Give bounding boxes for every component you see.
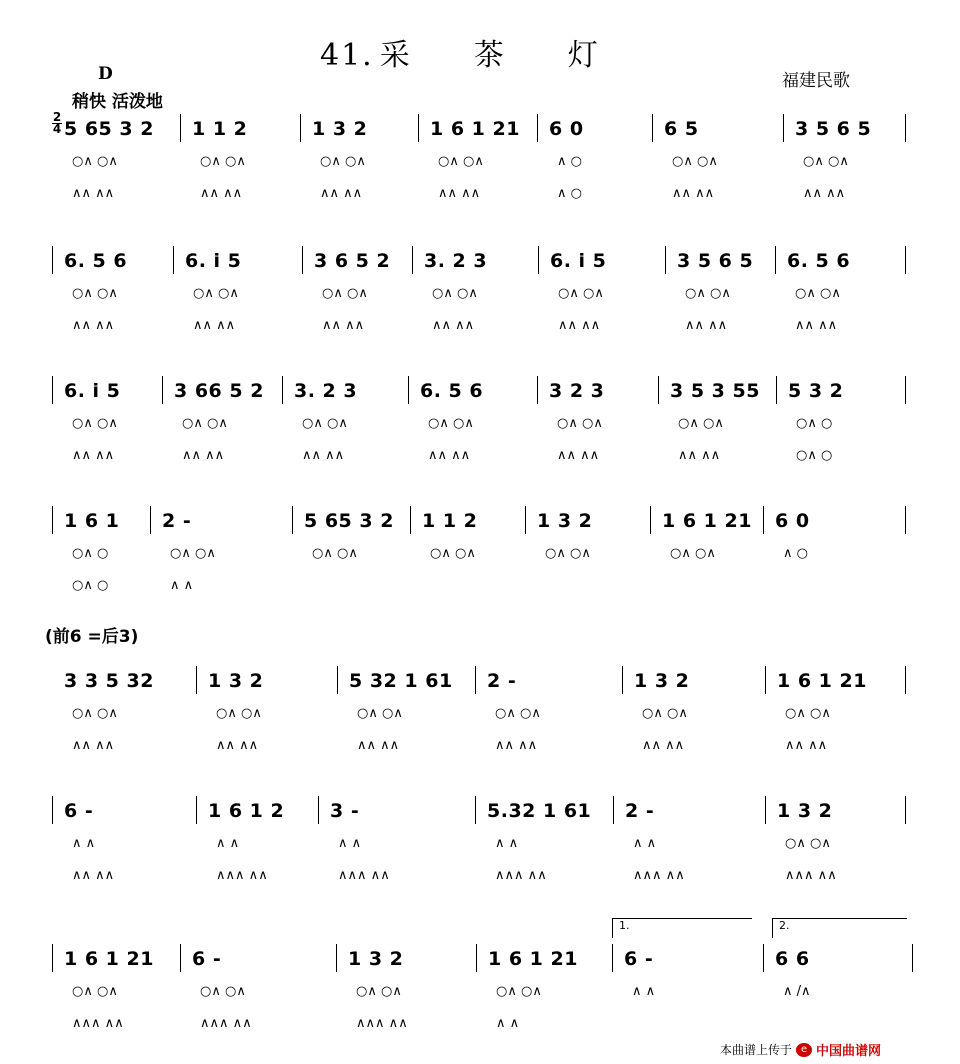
bar-line [622,666,623,694]
bar-line [408,376,409,404]
tuning-change-note: (前6 =后3) [45,627,139,647]
measure-notes: 6 0 [549,118,584,140]
measure-notes: 3 - [330,800,360,822]
measure-notes: 1 6 1 21 [64,948,154,970]
measure-lower-strokes: ∧∧ ∧∧ [320,186,363,201]
measure-notes: 1 6 1 21 [662,510,752,532]
bar-line [763,506,764,534]
bar-line [52,376,53,404]
measure-upper-strokes: ○∧ ○∧ [193,286,239,301]
measure-upper-strokes: ○∧ ○∧ [216,706,262,721]
bar-line [292,506,293,534]
measure-lower-strokes: ∧∧ ∧∧ [803,186,846,201]
measure-upper-strokes: ○∧ ○∧ [182,416,228,431]
bar-line [658,376,659,404]
footer-site: 中国曲谱网 [816,1044,882,1059]
bar-line [613,796,614,824]
measure-upper-strokes: ○∧ ○∧ [312,546,358,561]
measure-notes: 6. i 5 [64,380,121,402]
measure-lower-strokes: ∧∧∧ ∧∧ [338,868,390,883]
measure-lower-strokes: ∧ ○ [557,186,582,201]
measure-notes: 3 5 6 5 [677,250,754,272]
measure-notes: 1 1 2 [422,510,478,532]
bar-line [612,944,613,972]
measure-upper-strokes: ○∧ ○∧ [72,286,118,301]
measure-lower-strokes: ∧∧ ∧∧ [322,318,365,333]
measure-notes: 2 - [625,800,655,822]
measure-upper-strokes: ○∧ ○∧ [432,286,478,301]
measure-lower-strokes: ∧∧ ∧∧ [72,738,115,753]
time-signature-bottom: 4 [52,122,62,136]
measure-upper-strokes: ○∧ ○∧ [495,706,541,721]
measure-upper-strokes: ○∧ ○∧ [320,154,366,169]
bar-line [525,506,526,534]
measure-notes: 1 3 2 [312,118,368,140]
bar-line [763,944,764,972]
bar-line [905,376,906,404]
bar-line [912,944,913,972]
tempo-marking: 稍快 活泼地 [72,92,163,112]
measure-notes: 6 - [64,800,94,822]
measure-upper-strokes: ○∧ ○ [72,546,109,561]
measure-notes: 1 3 2 [348,948,404,970]
measure-lower-strokes: ∧∧ ∧∧ [558,318,601,333]
measure-upper-strokes: ○∧ ○∧ [795,286,841,301]
bar-line [196,796,197,824]
measure-lower-strokes: ○∧ ○ [72,578,109,593]
measure-notes: 5.32 1 61 [487,800,592,822]
measure-upper-strokes: ○∧ ○∧ [438,154,484,169]
bar-line [418,114,419,142]
measure-upper-strokes: ○∧ ○∧ [642,706,688,721]
measure-upper-strokes: ○∧ ○∧ [496,984,542,999]
measure-lower-strokes: ∧∧ ∧∧ [72,448,115,463]
measure-notes: 2 - [487,670,517,692]
bar-line [905,114,906,142]
measure-notes: 6. 5 6 [420,380,484,402]
measure-upper-strokes: ○∧ ○∧ [200,984,246,999]
measure-notes: 6 - [624,948,654,970]
measure-upper-strokes: ○∧ ○∧ [678,416,724,431]
measure-notes: 1 6 1 2 [208,800,285,822]
measure-notes: 1 1 2 [192,118,248,140]
volta-bracket: 2. [772,918,907,938]
measure-notes: 1 6 1 21 [777,670,867,692]
volta-bracket: 1. [612,918,752,938]
footer [720,1040,881,1059]
bar-line [665,246,666,274]
bar-line [905,796,906,824]
measure-notes: 3. 2 3 [424,250,488,272]
measure-notes: 3 3 5 32 [64,670,154,692]
bar-line [318,796,319,824]
bar-line [476,944,477,972]
measure-upper-strokes: ○∧ ○∧ [672,154,718,169]
bar-line [52,796,53,824]
bar-line [282,376,283,404]
bar-line [337,666,338,694]
measure-notes: 3 6 5 2 [314,250,391,272]
bar-line [300,114,301,142]
measure-notes: 3. 2 3 [294,380,358,402]
measure-lower-strokes: ∧∧ ∧∧ [432,318,475,333]
title-number: 41. [320,38,374,73]
measure-lower-strokes: ∧∧∧ ∧∧ [495,868,547,883]
measure-upper-strokes: ○∧ ○∧ [170,546,216,561]
measure-notes: 6 - [192,948,222,970]
bar-line [162,376,163,404]
bar-line [302,246,303,274]
measure-upper-strokes: ○∧ ○∧ [72,706,118,721]
measure-upper-strokes: ∧ ∧ [72,836,96,851]
measure-notes: 1 6 1 21 [488,948,578,970]
site-logo-icon: e [796,1043,812,1057]
bar-line [765,666,766,694]
measure-upper-strokes: ∧ ○ [557,154,582,169]
measure-upper-strokes: ○∧ ○∧ [557,416,603,431]
measure-upper-strokes: ∧ /∧ [783,984,811,999]
bar-line [650,506,651,534]
measure-notes: 3 5 6 5 [795,118,872,140]
measure-lower-strokes: ∧∧ ∧∧ [785,738,828,753]
measure-upper-strokes: ○∧ ○∧ [428,416,474,431]
bar-line [180,944,181,972]
measure-notes: 1 3 2 [208,670,264,692]
measure-lower-strokes: ∧∧∧ ∧∧ [785,868,837,883]
measure-lower-strokes: ∧∧ ∧∧ [72,186,115,201]
measure-notes: 1 3 2 [777,800,833,822]
measure-lower-strokes: ∧∧ ∧∧ [438,186,481,201]
measure-upper-strokes: ○∧ ○∧ [72,416,118,431]
measure-upper-strokes: ○∧ ○∧ [72,154,118,169]
time-signature [52,112,62,135]
title-char-3: 灯 [567,38,600,73]
measure-upper-strokes: ∧ ∧ [216,836,240,851]
bar-line [150,506,151,534]
measure-lower-strokes: ∧∧ ∧∧ [495,738,538,753]
measure-lower-strokes: ∧∧∧ ∧∧ [200,1016,252,1031]
measure-lower-strokes: ∧∧ ∧∧ [302,448,345,463]
measure-lower-strokes: ∧∧ ∧∧ [72,868,115,883]
measure-lower-strokes: ∧∧ ∧∧ [182,448,225,463]
measure-upper-strokes: ○∧ ○∧ [785,836,831,851]
bar-line [537,114,538,142]
measure-notes: 2 - [162,510,192,532]
bar-line [52,246,53,274]
measure-lower-strokes: ○∧ ○ [796,448,833,463]
measure-lower-strokes: ∧∧ ∧∧ [428,448,471,463]
measure-upper-strokes: ∧ ○ [783,546,808,561]
measure-upper-strokes: ○∧ ○∧ [803,154,849,169]
bar-line [410,506,411,534]
bar-line [196,666,197,694]
measure-lower-strokes: ∧∧ ∧∧ [642,738,685,753]
measure-notes: 5 32 1 61 [349,670,453,692]
measure-upper-strokes: ○∧ ○∧ [685,286,731,301]
measure-upper-strokes: ○∧ ○∧ [72,984,118,999]
measure-notes: 6. 5 6 [64,250,128,272]
bar-line [180,114,181,142]
page-title [320,30,600,74]
measure-lower-strokes: ∧∧∧ ∧∧ [356,1016,408,1031]
measure-upper-strokes: ∧ ∧ [495,836,519,851]
bar-line [173,246,174,274]
measure-upper-strokes: ○∧ ○∧ [670,546,716,561]
measure-upper-strokes: ○∧ ○∧ [785,706,831,721]
measure-notes: 1 3 2 [634,670,690,692]
bar-line [475,666,476,694]
measure-lower-strokes: ∧ ∧ [170,578,194,593]
bar-line [905,246,906,274]
bar-line [537,376,538,404]
measure-notes: 3 66 5 2 [174,380,264,402]
measure-notes: 3 2 3 [549,380,605,402]
bar-line [765,796,766,824]
bar-line [336,944,337,972]
measure-notes: 1 6 1 [64,510,120,532]
bar-line [776,376,777,404]
measure-upper-strokes: ○∧ ○∧ [322,286,368,301]
measure-lower-strokes: ∧∧∧ ∧∧ [72,1016,124,1031]
measure-lower-strokes: ∧∧ ∧∧ [72,318,115,333]
measure-upper-strokes: ○∧ ○∧ [558,286,604,301]
measure-upper-strokes: ○∧ ○∧ [302,416,348,431]
measure-notes: 6 6 [775,948,810,970]
bar-line [905,666,906,694]
measure-lower-strokes: ∧∧∧ ∧∧ [216,868,268,883]
measure-notes: 1 3 2 [537,510,593,532]
time-signature-top: 2 [52,110,62,124]
footer-text: 本曲谱上传于 [720,1043,793,1057]
measure-upper-strokes: ○∧ ○∧ [545,546,591,561]
measure-notes: 6 0 [775,510,810,532]
measure-upper-strokes: ○∧ ○ [796,416,833,431]
measure-lower-strokes: ∧∧ ∧∧ [357,738,400,753]
bar-line [475,796,476,824]
measure-upper-strokes: ○∧ ○∧ [200,154,246,169]
measure-upper-strokes: ∧ ∧ [338,836,362,851]
bar-line [652,114,653,142]
measure-lower-strokes: ∧∧∧ ∧∧ [633,868,685,883]
measure-lower-strokes: ∧∧ ∧∧ [193,318,236,333]
measure-lower-strokes: ∧∧ ∧∧ [685,318,728,333]
bar-line [905,506,906,534]
measure-notes: 5 3 2 [788,380,844,402]
measure-notes: 6. i 5 [550,250,607,272]
measure-lower-strokes: ∧∧ ∧∧ [557,448,600,463]
measure-lower-strokes: ∧∧ ∧∧ [795,318,838,333]
measure-upper-strokes: ∧ ∧ [632,984,656,999]
key-signature: D [98,64,113,84]
measure-notes: 6 5 [664,118,699,140]
title-char-1: 采 [379,38,412,73]
measure-lower-strokes: ∧∧ ∧∧ [200,186,243,201]
song-origin: 福建民歌 [782,71,850,91]
bar-line [52,506,53,534]
bar-line [412,246,413,274]
bar-line [52,944,53,972]
measure-lower-strokes: ∧∧ ∧∧ [672,186,715,201]
measure-notes: 3 5 3 55 [670,380,760,402]
measure-lower-strokes: ∧∧ ∧∧ [216,738,259,753]
bar-line [783,114,784,142]
measure-notes: 1 6 1 21 [430,118,520,140]
measure-upper-strokes: ○∧ ○∧ [357,706,403,721]
measure-upper-strokes: ○∧ ○∧ [430,546,476,561]
measure-notes: 6. 5 6 [787,250,851,272]
bar-line [538,246,539,274]
measure-lower-strokes: ∧ ∧ [496,1016,520,1031]
title-char-2: 茶 [473,38,506,73]
measure-upper-strokes: ○∧ ○∧ [356,984,402,999]
measure-lower-strokes: ∧∧ ∧∧ [678,448,721,463]
measure-notes: 6. i 5 [185,250,242,272]
bar-line [775,246,776,274]
measure-upper-strokes: ∧ ∧ [633,836,657,851]
measure-notes: 5 65 3 2 [64,118,154,140]
measure-notes: 5 65 3 2 [304,510,394,532]
